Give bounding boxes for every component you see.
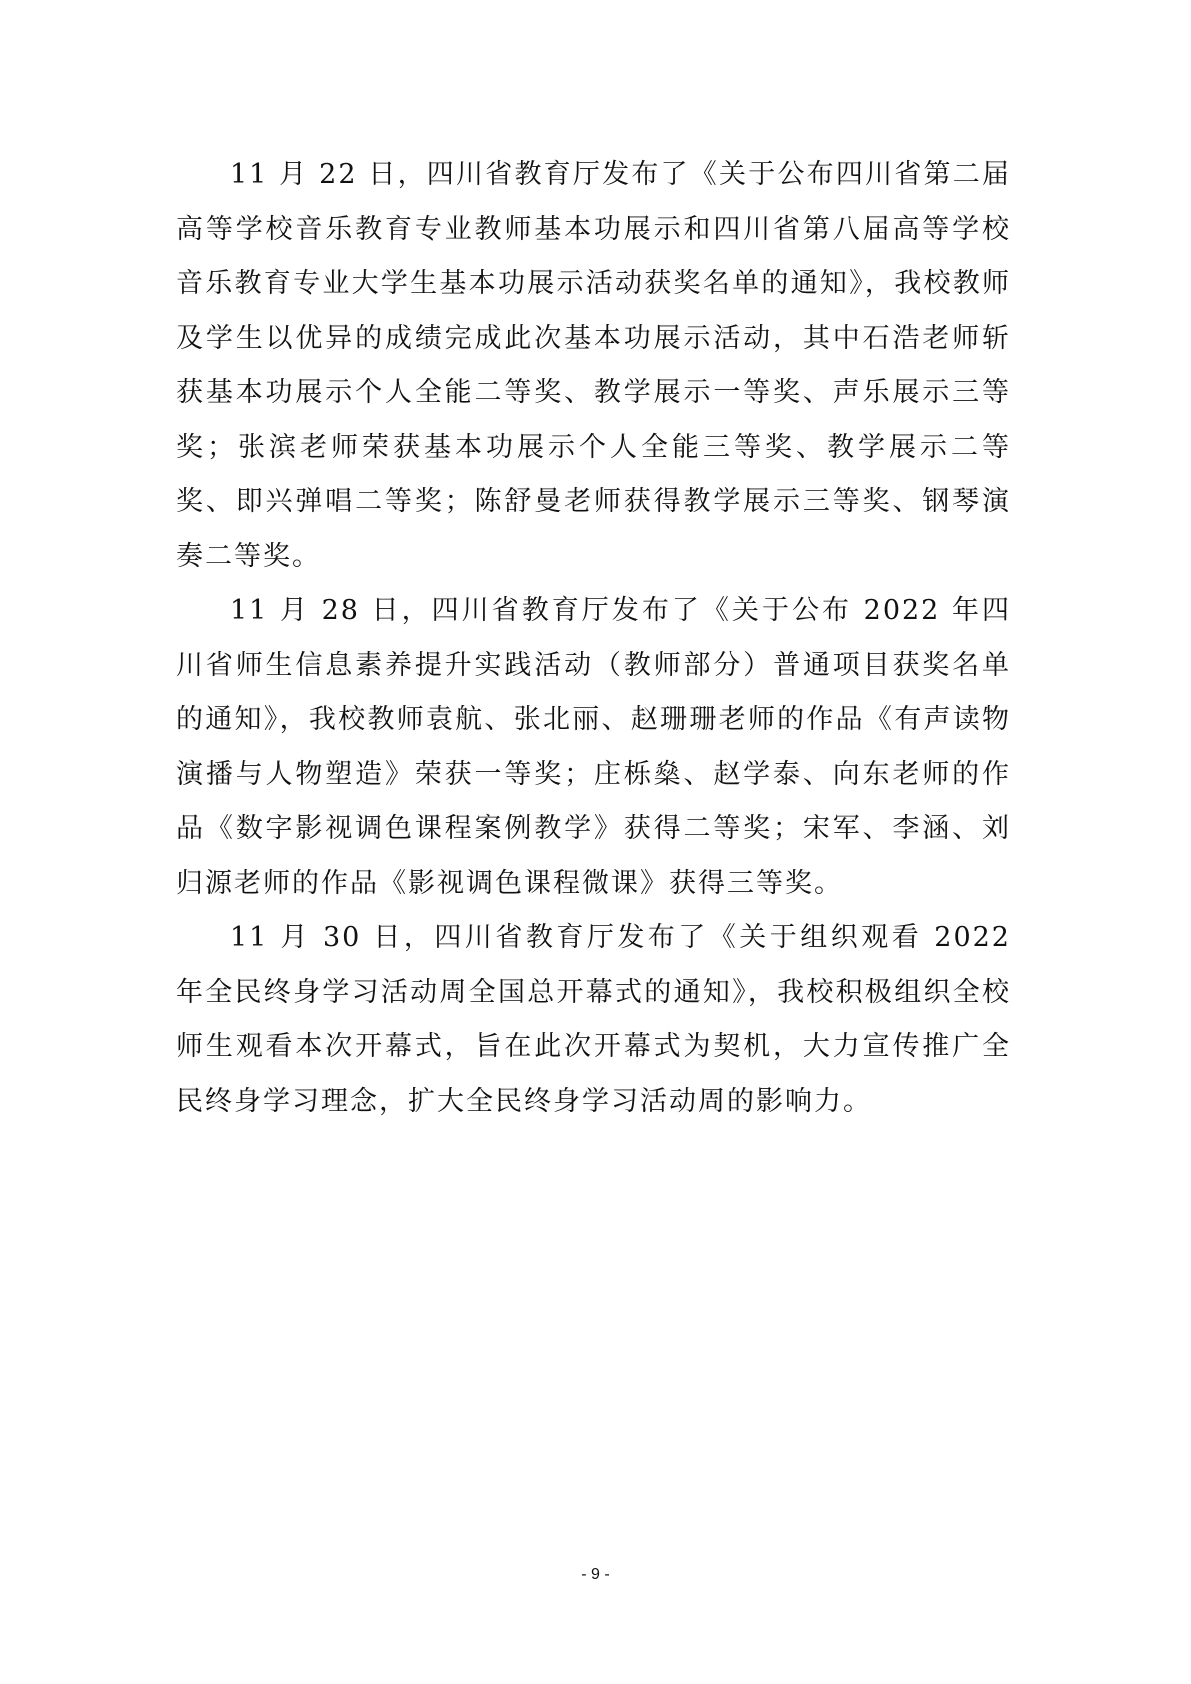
page-number: - 9 - [581, 1566, 610, 1583]
paragraph-3: 11 月 30 日，四川省教育厅发布了《关于组织观看 2022 年全民终身学习活动周全国总开幕式的通知》，我校积极组织全校师生观看本次开幕式，旨在此次开幕式为契机，大力宣传推广全民终身学习理念，扩大全民终身学习活动周的影响力。 [176, 922, 1011, 1117]
body-text [176, 148, 1011, 1129]
paragraph-1: 11 月 22 日，四川省教育厅发布了《关于公布四川省第二届高等学校音乐教育专业教师基本功展示和四川省第八届高等学校音乐教育专业大学生基本功展示活动获奖名单的通知》，我校教师及学生以优异的成绩完成此次基本功展示活动，其中石浩老师斩获基本功展示个人全能二等奖、教学展示一等奖、声乐展示三等奖；张滨老师荣获基本功展示个人全能三等奖、教学展示二等奖、即兴弹唱二等奖；陈舒曼老师获得教学展示三等奖、钢琴演奏二等奖。 [176, 159, 1011, 572]
paragraph-2: 11 月 28 日，四川省教育厅发布了《关于公布 2022 年四川省师生信息素养提升实践活动（教师部分）普通项目获奖名单的通知》，我校教师袁航、张北丽、赵珊珊老师的作品《有声读物演播与人物塑造》荣获一等奖；庄栎燊、赵学泰、向东老师的作品《数字影视调色课程案例教学》获得二等奖；宋军、李涵、刘归源老师的作品《影视调色课程微课》获得三等奖。 [176, 595, 1011, 899]
